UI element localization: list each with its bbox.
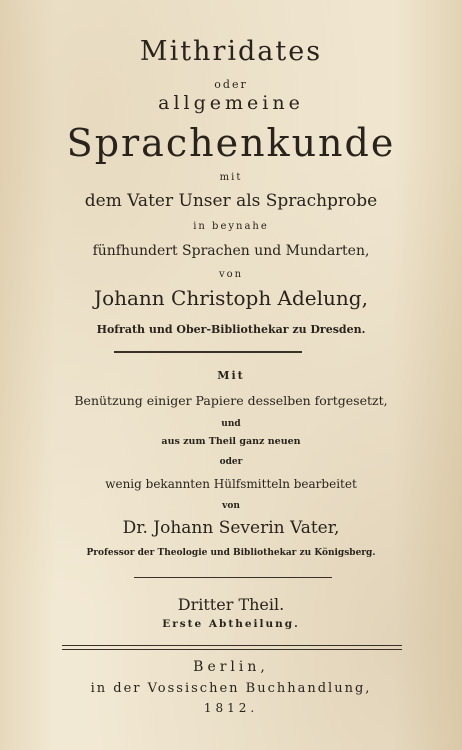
oder-connector-1: oder bbox=[214, 78, 248, 91]
line-sprachen: fünfhundert Sprachen und Mundarten, bbox=[92, 243, 370, 259]
subtitle-allgemeine: allgemeine bbox=[158, 92, 304, 114]
von-connector-2: von bbox=[222, 501, 240, 511]
line-theil: aus zum Theil ganz neuen bbox=[161, 436, 301, 447]
line-benutzung: Benützung einiger Papiere desselben fortgesetzt, bbox=[74, 393, 388, 408]
separator-rule-3b bbox=[62, 649, 402, 650]
und-connector: und bbox=[221, 419, 241, 429]
in-beynahe: in beynahe bbox=[193, 221, 269, 232]
author-vater: Dr. Johann Severin Vater, bbox=[122, 518, 340, 538]
publisher: in der Vossischen Buchhandlung, bbox=[90, 681, 372, 696]
author-vater-title: Professor der Theologie und Bibliothekar zu Königsberg. bbox=[86, 548, 376, 558]
separator-rule-3a bbox=[62, 645, 402, 646]
separator-rule-1 bbox=[114, 351, 302, 353]
separator-rule-2 bbox=[134, 577, 332, 578]
main-title: Sprachenkunde bbox=[66, 121, 396, 165]
von-connector-1: von bbox=[218, 269, 244, 280]
city: Berlin, bbox=[193, 659, 269, 675]
section-title: Erste Abtheilung. bbox=[162, 618, 300, 630]
year: 1812. bbox=[203, 701, 259, 715]
mit-connector-2: Mit bbox=[217, 369, 245, 382]
author-adelung: Johann Christoph Adelung, bbox=[94, 286, 368, 310]
line-vater-unser: dem Vater Unser als Sprachprobe bbox=[84, 191, 378, 211]
author-adelung-title: Hofrath und Ober-Bibliothekar zu Dresden. bbox=[96, 323, 366, 336]
oder-connector-2: oder bbox=[219, 457, 243, 467]
title: Mithridates bbox=[139, 36, 323, 67]
mit-connector-1: mit bbox=[219, 172, 243, 183]
line-hulfsmitteln: wenig bekannten Hülfsmitteln bearbeitet bbox=[105, 477, 357, 491]
volume-title: Dritter Theil. bbox=[177, 595, 285, 614]
